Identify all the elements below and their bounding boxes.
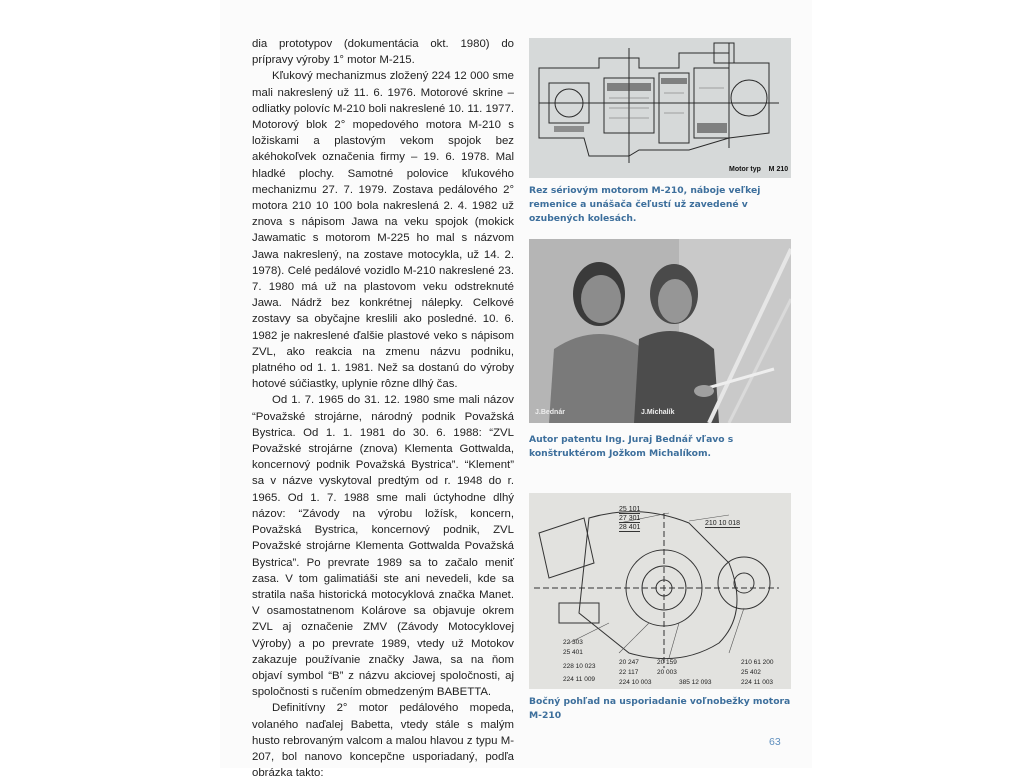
body-text-column xyxy=(252,36,514,781)
drawing-code: 25 402 xyxy=(741,669,761,676)
paragraph: Od 1. 7. 1965 do 31. 12. 1980 sme mali názov “Považské strojárne, národný podnik Považská Bystrica. Od 1. 1. 1981 do 30. 6. 1988: “ZVL Považské strojárne (znova) Klementa Gottwalda, koncernový podnik Považská Bystrica”. “Klement” sa v názve vyskytoval predtým od r. 1948 do r. 1965. Od 1. 7. 1988 sme mali úctyhodne dlhý názov: “Závody na výrobu ložísk, koncern, Považská Bystrica, koncernový podnik, ZVL Považské strojárne Klementa Gottwalda Považská Bystrica”. Po prevrate 1989 sa to začalo meniť zasa. V tom galimatiáši ste ani nevedeli, kde sa stratila naša historická motocyklová značka Manet. V osamostatnenom Kolárove sa objavuje okrem ZVL aj označenie ZMV (Závody Motocyklovej Výroby) a po prevrate 1989, vtedy už Motokov zakazuje používanie značky Jawa, sa na ňom objaví symbol “B” z názvu akciovej spoločnosti, aj spoločnosti s ručením obmedzeným BABETTA. xyxy=(252,394,514,699)
drawing-code: 210 10 018 xyxy=(705,520,741,527)
figure-caption: Bočný pohľad na usporiadanie voľnobežky motora M-210 xyxy=(529,696,791,721)
photo-image xyxy=(529,239,791,423)
paragraph: dia prototypov (dokumentácia okt. 1980) do prípravy výroby 1° motor M-215. xyxy=(252,38,514,67)
engine-cross-section-drawing xyxy=(529,38,791,178)
drawing-code: 27 301 xyxy=(619,515,641,522)
drawing-code: 20 003 xyxy=(657,669,677,676)
figure-caption: Autor patentu Ing. Juraj Bednář vľavo s konštruktérom Jožkom Michalíkom. xyxy=(529,434,734,459)
photo-bednar-michalik xyxy=(529,239,791,423)
freewheel-side-view-figure xyxy=(529,493,791,689)
photo-label-right: J.Michalík xyxy=(641,409,675,416)
paragraph: Kľukový mechanizmus zložený 224 12 000 sme mali nakreslený už 11. 6. 1976. Motorové skrine – odliatky polovíc M-210 boli nakreslené 10. 11. 1977. Motorový blok 2° mopedového motora M-210 s ložiskami a plastovým vekom spojok bez akéhokoľvek označenia firmy – 19. 6. 1978. Mal hladké plochy. Samotné polovice kľukového mechanizmu 27. 7. 1979. Zostava pedálového 2° motora 210 10 100 bola nakreslená 2. 4. 1982 už znova s nápisom Jawa na veku spojok (mokick Jawamatic s motorom M-225 ho mal s názvom Jawa nakreslený, na zostave motocykla, už 14. 2. 1978). Celé pedálové vozidlo M-210 nakreslené 23. 7. 1980 má už na plastovom veku odstreknuté Jawa. Nádrž bez konkrétnej nálepky. Celkové zostavy sa obyčajne kreslili ako posledné. 10. 6. 1982 je nakreslené ďalšie plastové veko s nápisom ZVL, ako reakcia na zmenu názvu podniku, platného od 1. 1. 1981. Než sa dostanú do výroby hotové súčiastky, uplynie rôzne dlhý čas. xyxy=(252,70,514,391)
paragraph: Definitívny 2° motor pedálového mopeda, volaného naďalej Babetta, vtedy stále s malým husto rebrovaným valcom a malou hlavou z typu M-207, bol nanovo koncepčne usporiadaný, podľa obrázka takto: xyxy=(252,702,514,780)
engine-cross-section-figure xyxy=(529,38,791,178)
drawing-code: 25 101 xyxy=(619,506,641,513)
drawing-code: 224 10 003 xyxy=(619,679,652,686)
drawing-code: 385 12 093 xyxy=(679,679,712,686)
drawing-code: 224 11 003 xyxy=(741,679,774,686)
figure-caption: Rez sériovým motorom M-210, náboje veľkej remenice a unášača čeľustí už zavedené v ozubených kolesách. xyxy=(529,185,761,224)
drawing-code: 20 159 xyxy=(657,659,677,666)
drawing-code: 224 11 009 xyxy=(563,676,596,683)
drawing-code: 20 247 xyxy=(619,659,639,666)
drawing-code: 28 401 xyxy=(619,524,641,531)
drawing-code: 210 61 200 xyxy=(741,659,774,666)
drawing-code: 228 10 023 xyxy=(563,663,596,670)
drawing-code: 22 303 xyxy=(563,639,583,646)
drawing-code: 22 117 xyxy=(619,669,639,676)
page-number: 63 xyxy=(769,736,781,748)
figure-inline-label: Motor typ M 210 xyxy=(729,166,789,173)
photo-label-left: J.Bednár xyxy=(535,409,565,416)
drawing-code: 25 401 xyxy=(563,649,583,656)
